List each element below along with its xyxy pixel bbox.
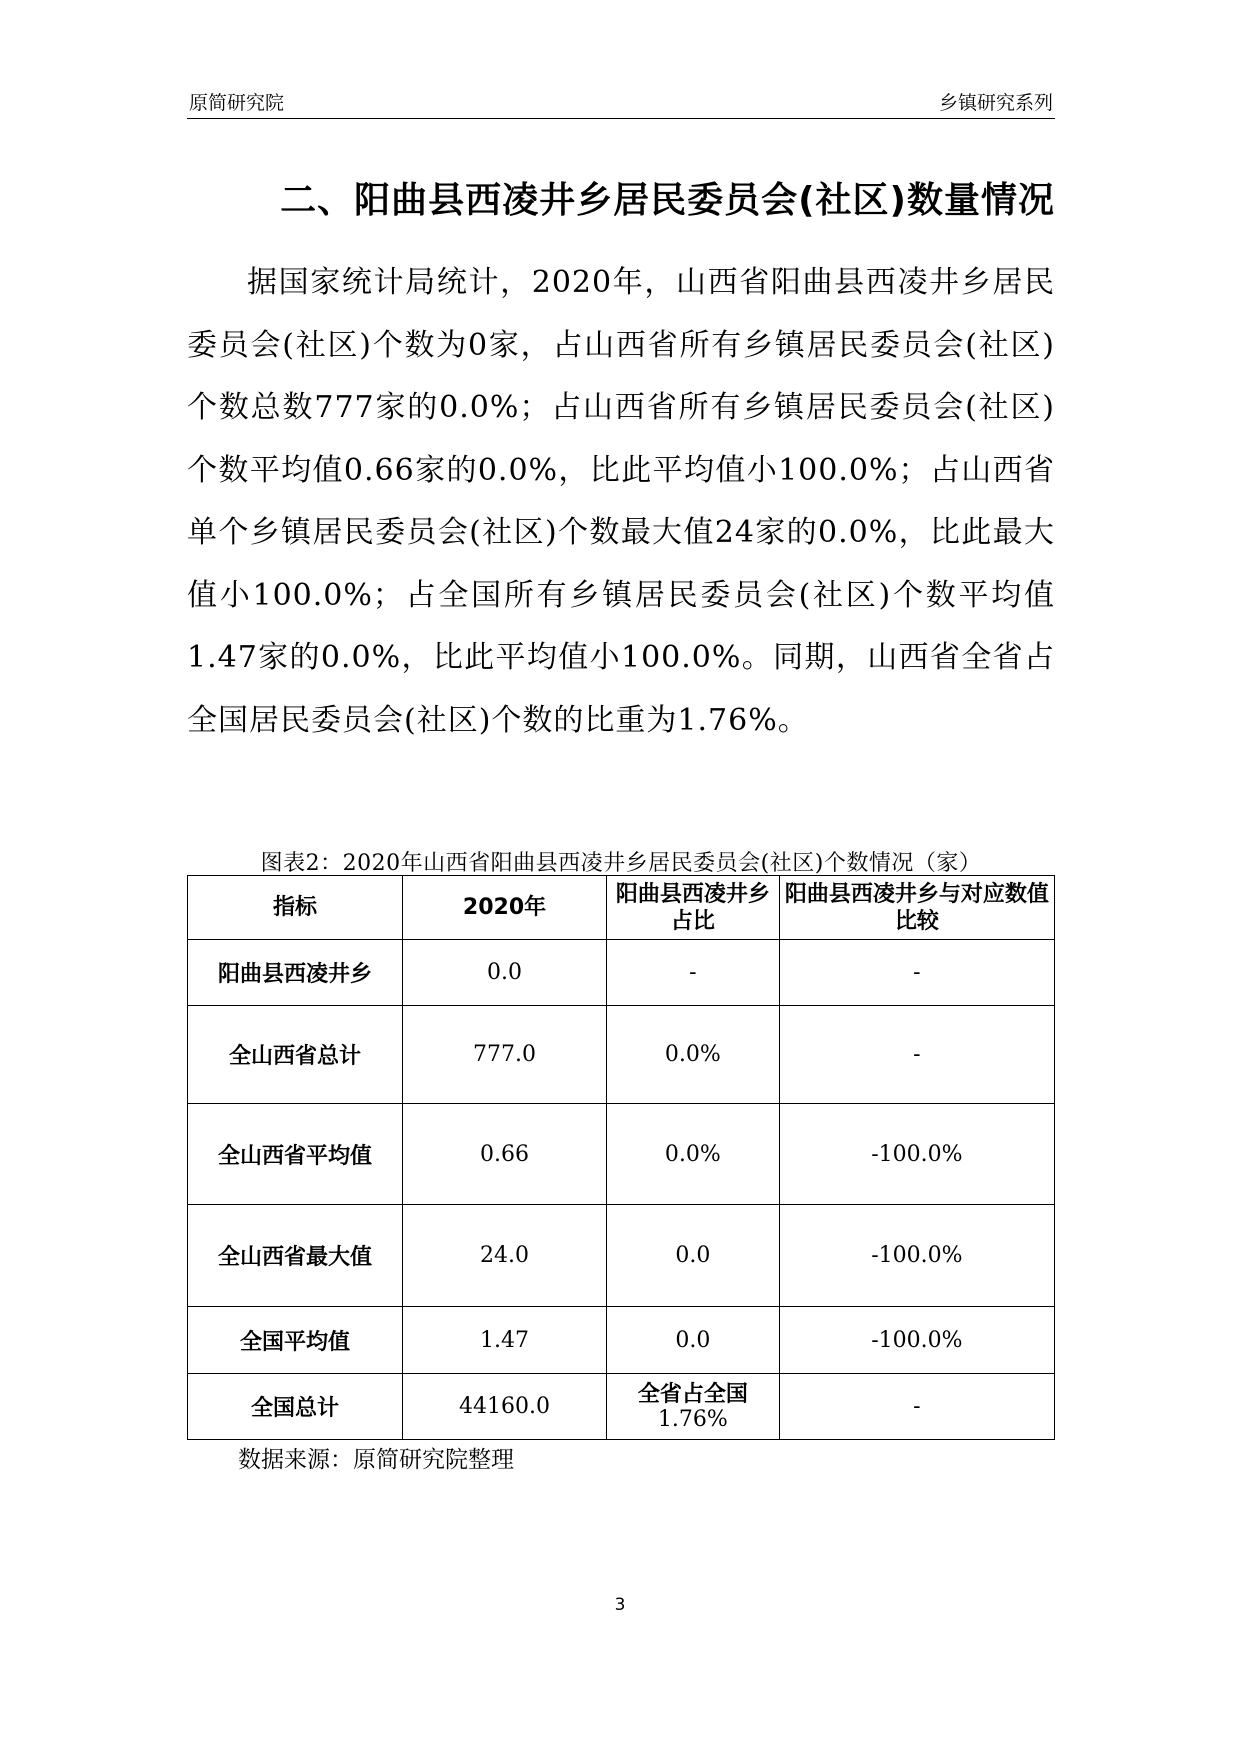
table-row [188,1006,1055,1104]
row-compare: - [779,940,1054,1006]
section-title: 二、阳曲县西凌井乡居民委员会(社区)数量情况 [280,180,1055,221]
header-series: 乡镇研究系列 [938,92,1053,114]
table-header-row [188,876,1055,940]
row-share-label: 全省占全国 [637,1381,748,1407]
row-name: 全山西省最大值 [188,1205,403,1307]
table-row [188,1374,1055,1440]
header-org: 原简研究院 [189,92,285,114]
row-name: 阳曲县西凌井乡 [188,940,403,1006]
row-compare: -100.0% [779,1307,1054,1374]
row-compare: - [779,1006,1054,1104]
header-year: 2020年 [403,876,607,940]
page-header [187,84,1055,119]
row-share-value: 1.76% [657,1406,728,1432]
row-value: 24.0 [403,1205,607,1307]
table-caption: 图表2：2020年山西省阳曲县西凌井乡居民委员会(社区)个数情况（家） [260,851,982,876]
row-share [607,1374,780,1440]
header-compare: 阳曲县西凌井乡与对应数值比较 [779,876,1054,940]
row-name: 全山西省平均值 [188,1104,403,1205]
row-share: - [607,940,780,1006]
row-name: 全山西省总计 [188,1006,403,1104]
table-row [188,1205,1055,1307]
page-number: 3 [614,1595,626,1615]
table-row [188,1307,1055,1374]
data-source-note: 数据来源：原简研究院整理 [238,1447,514,1473]
table-row [188,1104,1055,1205]
row-compare: -100.0% [779,1205,1054,1307]
header-share: 阳曲县西凌井乡占比 [607,876,780,940]
row-compare: - [779,1374,1054,1440]
row-share: 0.0% [607,1006,780,1104]
row-value: 0.66 [403,1104,607,1205]
row-value: 1.47 [403,1307,607,1374]
row-name: 全国总计 [188,1374,403,1440]
row-name: 全国平均值 [188,1307,403,1374]
row-share: 0.0% [607,1104,780,1205]
row-value: 777.0 [403,1006,607,1104]
row-compare: -100.0% [779,1104,1054,1205]
data-table [187,875,1055,1440]
row-share: 0.0 [607,1205,780,1307]
row-value: 44160.0 [403,1374,607,1440]
header-indicator: 指标 [188,876,403,940]
row-share: 0.0 [607,1307,780,1374]
row-value: 0.0 [403,940,607,1006]
table-row [188,940,1055,1006]
body-paragraph: 据国家统计局统计，2020年，山西省阳曲县西凌井乡居民委员会(社区)个数为0家，占山西省所有乡镇居民委员会(社区)个数总数777家的0.0%；占山西省所有乡镇居民委员会(社区)个数平均值0.66家的0.0%，比此平均值小100.0%；占山西省单个乡镇居民委员会(社区)个数最大值24家的0.0%，比此最大值小100.0%；占全国所有乡镇居民委员会(社区)个数平均值1.47家的0.0%，比此平均值小100.0%。同期，山西省全省占全国居民委员会(社区)个数的比重为1.76%。 [187,265,1055,738]
